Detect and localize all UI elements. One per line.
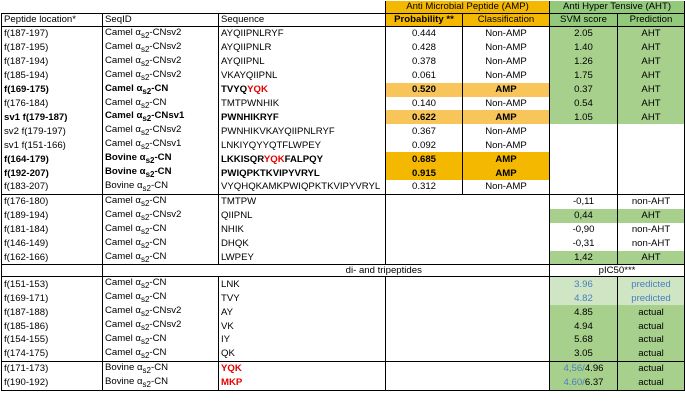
aht-prediction: AHT	[618, 209, 685, 223]
peptide-table	[1, 1, 685, 391]
amp-classification: AMP	[463, 110, 550, 124]
amp-probability: 0.367	[386, 124, 463, 138]
amp-classification: Non-AMP	[463, 69, 550, 83]
sequence: IY	[219, 333, 386, 347]
section-header-row	[2, 265, 685, 277]
amp-probability: 0.092	[386, 138, 463, 152]
pic50-prediction-type: actual	[618, 347, 685, 361]
svm-score: -0,11	[550, 194, 618, 208]
aht-prediction	[618, 166, 685, 180]
table-row	[2, 138, 685, 152]
aht-prediction: AHT	[618, 41, 685, 55]
svm-score: -0,90	[550, 223, 618, 237]
svm-score: 1,42	[550, 251, 618, 265]
col-header-prediction: Prediction	[618, 14, 685, 27]
aht-prediction: non-AHT	[618, 237, 685, 251]
pic50-value: 4.85	[550, 305, 618, 319]
aht-prediction: AHT	[618, 251, 685, 265]
seq-id: Camel $\alpha_{s2}-CNsv2$	[103, 55, 219, 69]
peptide-location: f(189-194)	[2, 209, 103, 223]
peptide-location: f(187-188)	[2, 305, 103, 319]
amp-classification: AMP	[463, 166, 550, 180]
pic50-prediction-type: predicted	[618, 291, 685, 305]
pic50-value: 4.82	[550, 291, 618, 305]
sequence: VYQHQKAMKPWIQPKTKVIPYVRYL	[219, 180, 386, 194]
table-row	[2, 333, 685, 347]
peptide-location: f(164-179)	[2, 152, 103, 166]
seq-id: Camel $\alpha_{s2}-CNsv2$	[103, 319, 219, 333]
svm-score: 1.40	[550, 41, 618, 55]
table-row	[2, 110, 685, 124]
peptide-location: f(187-194)	[2, 55, 103, 69]
table-row	[2, 209, 685, 223]
sequence: PWNHIKRYF	[219, 110, 386, 124]
table-row	[2, 361, 685, 375]
table-row	[2, 83, 685, 97]
peptide-location: f(187-197)	[2, 27, 103, 41]
amp-probability: 0.140	[386, 97, 463, 111]
peptide-location: f(185-186)	[2, 319, 103, 333]
seq-id: Camel $\alpha_{s2}-CNsv2$	[103, 305, 219, 319]
aht-prediction: AHT	[618, 69, 685, 83]
pic50-value: 5.68	[550, 333, 618, 347]
aht-prediction: non-AHT	[618, 223, 685, 237]
pic50-value: 4,56/4.96	[550, 361, 618, 375]
seq-id: Camel $\alpha_{s2}-CN$	[103, 347, 219, 361]
peptide-location: sv1 f(151-166)	[2, 138, 103, 152]
sequence: QK	[219, 347, 386, 361]
aht-prediction	[618, 180, 685, 194]
seq-id: Camel $\alpha_{s2}-CN$	[103, 97, 219, 111]
peptide-location: f(169-171)	[2, 291, 103, 305]
amp-group-header: Anti Microbial Peptide (AMP)	[386, 1, 550, 14]
peptide-location: f(183-207)	[2, 180, 103, 194]
sequence: VKAYQIIPNL	[219, 69, 386, 83]
table-row	[2, 237, 685, 251]
amp-classification: Non-AMP	[463, 27, 550, 41]
seq-id: Camel $\alpha_{s2}-CNsv1$	[103, 110, 219, 124]
col-header-seqid: SeqID	[103, 14, 219, 27]
peptide-location: f(187-195)	[2, 41, 103, 55]
col-header-location: Peptide location*	[2, 14, 103, 27]
sequence: TMTPW	[219, 194, 386, 208]
col-header-sequence: Sequence	[219, 14, 386, 27]
aht-prediction	[618, 124, 685, 138]
peptide-location: f(154-155)	[2, 333, 103, 347]
pic50-prediction-type: actual	[618, 319, 685, 333]
svm-score: 0.37	[550, 83, 618, 97]
sequence: AYQIIPNLRYF	[219, 27, 386, 41]
pic50-prediction-type: actual	[618, 305, 685, 319]
amp-classification: Non-AMP	[463, 55, 550, 69]
seq-id: Camel $\alpha_{s2}-CNsv2$	[103, 41, 219, 55]
seq-id: Camel $\alpha_{s2}-CNsv1$	[103, 138, 219, 152]
col-header-classification: Classification	[463, 14, 550, 27]
seq-id: Bovine $\alpha_{s2}-CN$	[103, 166, 219, 180]
table-row	[2, 305, 685, 319]
sequence: AYQIIPNLR	[219, 41, 386, 55]
col-header-svm: SVM score	[550, 14, 618, 27]
sequence: MKP	[219, 376, 386, 390]
sequence: TMTPWNHIK	[219, 97, 386, 111]
amp-probability: 0.378	[386, 55, 463, 69]
amp-probability: 0.444	[386, 27, 463, 41]
table-row	[2, 97, 685, 111]
aht-prediction: AHT	[618, 83, 685, 97]
amp-probability: 0.685	[386, 152, 463, 166]
amp-classification: Non-AMP	[463, 41, 550, 55]
table-row	[2, 347, 685, 361]
peptide-location: f(151-153)	[2, 277, 103, 291]
col-header-probability: Probability **	[386, 14, 463, 27]
svm-score: 1.75	[550, 69, 618, 83]
amp-classification: Non-AMP	[463, 180, 550, 194]
sequence: YQK	[219, 361, 386, 375]
peptide-location: sv1 f(179-187)	[2, 110, 103, 124]
table-row	[2, 319, 685, 333]
pic50-header: pIC50***	[550, 265, 685, 277]
svm-score	[550, 166, 618, 180]
seq-id: Camel $\alpha_{s2}-CN$	[103, 291, 219, 305]
seq-id: Bovine $\alpha_{s2}-CN$	[103, 180, 219, 194]
svm-score: 1.05	[550, 110, 618, 124]
sequence: LWPEY	[219, 251, 386, 265]
peptide-location: f(146-149)	[2, 237, 103, 251]
amp-probability: 0.061	[386, 69, 463, 83]
peptide-location: f(190-192)	[2, 376, 103, 390]
sequence: TVY	[219, 291, 386, 305]
aht-prediction	[618, 138, 685, 152]
svm-score	[550, 180, 618, 194]
table-row	[2, 180, 685, 194]
sequence: PWIQPKTKVIPYVRYL	[219, 166, 386, 180]
amp-probability: 0.428	[386, 41, 463, 55]
amp-probability: 0.915	[386, 166, 463, 180]
seq-id: Bovine $\alpha_{s2}-CN$	[103, 152, 219, 166]
sequence: AY	[219, 305, 386, 319]
table-row	[2, 124, 685, 138]
seq-id: Camel $\alpha_{s2}-CN$	[103, 223, 219, 237]
peptide-location: f(176-180)	[2, 194, 103, 208]
sequence: AYQIIPNL	[219, 55, 386, 69]
peptide-location: f(174-175)	[2, 347, 103, 361]
table-row	[2, 277, 685, 291]
table-row	[2, 27, 685, 41]
svm-score: 0.54	[550, 97, 618, 111]
table-row	[2, 69, 685, 83]
header-blank	[2, 1, 103, 14]
seq-id: Bovine $\alpha_{s2}-CN$	[103, 361, 219, 375]
amp-classification: AMP	[463, 152, 550, 166]
seq-id: Camel $\alpha_{s2}-CNsv2$	[103, 69, 219, 83]
svm-score: 1.26	[550, 55, 618, 69]
table-row	[2, 55, 685, 69]
seq-id: Camel $\alpha_{s2}-CN$	[103, 251, 219, 265]
seq-id: Camel $\alpha_{s2}-CN$	[103, 83, 219, 97]
sequence: QIIPNL	[219, 209, 386, 223]
table-row	[2, 166, 685, 180]
sequence: DHQK	[219, 237, 386, 251]
table-row	[2, 194, 685, 208]
aht-prediction: AHT	[618, 110, 685, 124]
amp-classification: Non-AMP	[463, 97, 550, 111]
seq-id: Camel $\alpha_{s2}-CN$	[103, 333, 219, 347]
seq-id: Camel $\alpha_{s2}-CNsv2$	[103, 124, 219, 138]
sequence: LNK	[219, 277, 386, 291]
aht-prediction: AHT	[618, 97, 685, 111]
peptide-location: f(185-194)	[2, 69, 103, 83]
aht-prediction	[618, 152, 685, 166]
table-row	[2, 223, 685, 237]
seq-id: Camel $\alpha_{s2}-CN$	[103, 277, 219, 291]
pic50-prediction-type: actual	[618, 333, 685, 347]
svm-score	[550, 124, 618, 138]
pic50-prediction-type: predicted	[618, 277, 685, 291]
seq-id: Camel $\alpha_{s2}-CN$	[103, 237, 219, 251]
table-row	[2, 251, 685, 265]
seq-id: Camel $\alpha_{s2}-CNsv2$	[103, 209, 219, 223]
pic50-prediction-type: actual	[618, 376, 685, 390]
sequence: PWNHIKVKAYQIIPNLRYF	[219, 124, 386, 138]
aht-prediction: non-AHT	[618, 194, 685, 208]
pic50-value: 3.05	[550, 347, 618, 361]
pic50-value: 4.60/6.37	[550, 376, 618, 390]
pic50-prediction-type: actual	[618, 361, 685, 375]
amp-probability: 0.622	[386, 110, 463, 124]
amp-classification: AMP	[463, 83, 550, 97]
amp-probability: 0.520	[386, 83, 463, 97]
table-row	[2, 291, 685, 305]
pic50-value: 3.96	[550, 277, 618, 291]
seq-id: Camel $\alpha_{s2}-CN$	[103, 194, 219, 208]
sequence: LKKISQRYQKFALPQY	[219, 152, 386, 166]
seq-id: Bovine $\alpha_{s2}-CN$	[103, 376, 219, 390]
svm-score	[550, 152, 618, 166]
peptide-location: f(192-207)	[2, 166, 103, 180]
peptide-location: f(176-184)	[2, 97, 103, 111]
svm-score: -0,31	[550, 237, 618, 251]
peptide-location: f(181-184)	[2, 223, 103, 237]
aht-group-header: Anti Hyper Tensive (AHT)	[550, 1, 685, 14]
sequence: TVYQYQK	[219, 83, 386, 97]
pic50-value: 4.94	[550, 319, 618, 333]
table-row	[2, 152, 685, 166]
amp-classification: Non-AMP	[463, 138, 550, 152]
peptide-location: sv2 f(179-197)	[2, 124, 103, 138]
di-tripeptides-title: di- and tripeptides	[219, 265, 550, 277]
svm-score	[550, 138, 618, 152]
seq-id: Camel $\alpha_{s2}-CNsv2$	[103, 27, 219, 41]
aht-prediction: AHT	[618, 55, 685, 69]
table-row	[2, 376, 685, 390]
aht-prediction: AHT	[618, 27, 685, 41]
svm-score: 0,44	[550, 209, 618, 223]
svm-score: 2.05	[550, 27, 618, 41]
peptide-location: f(162-166)	[2, 251, 103, 265]
peptide-location: f(171-173)	[2, 361, 103, 375]
table-row	[2, 41, 685, 55]
sequence: VK	[219, 319, 386, 333]
sequence: NHIK	[219, 223, 386, 237]
sequence: LNKIYQYYQTFLWPEY	[219, 138, 386, 152]
amp-probability: 0.312	[386, 180, 463, 194]
peptide-location: f(169-175)	[2, 83, 103, 97]
amp-classification: Non-AMP	[463, 124, 550, 138]
